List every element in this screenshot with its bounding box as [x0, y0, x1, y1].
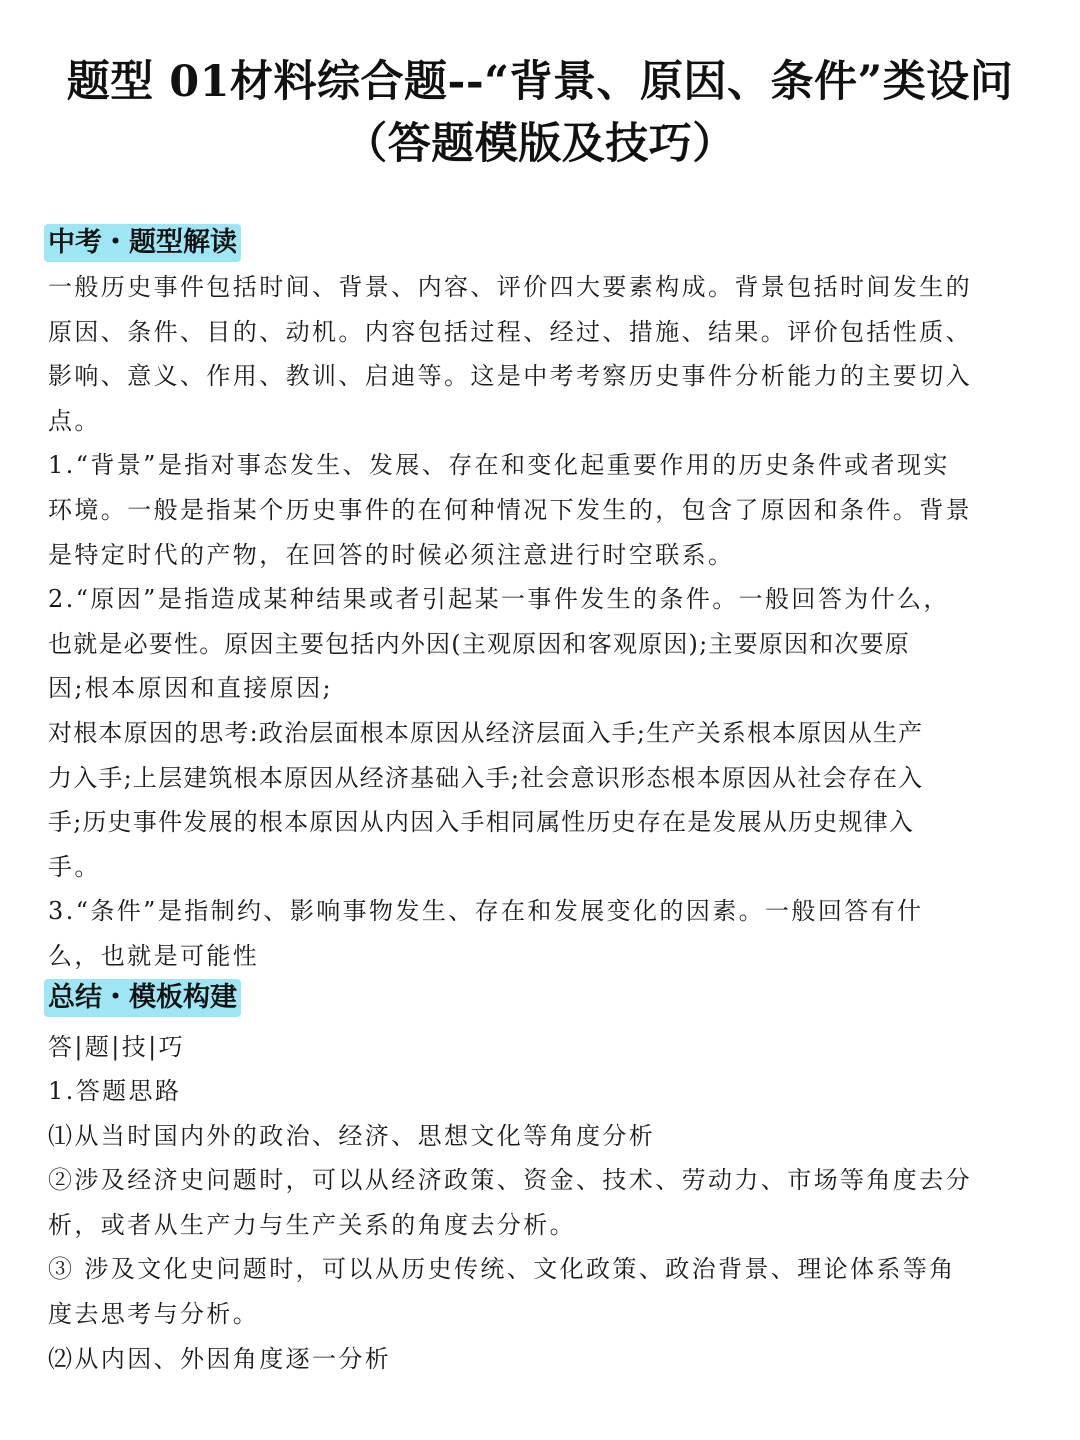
text-line: 也就是必要性。原因主要包括内外因(主观原因和客观原因);主要原因和次要原: [48, 629, 911, 658]
text-line: 答|题|技|巧: [48, 1032, 186, 1061]
text-line: 是特定时代的产物，在回答的时候必须注意进行时空联系。: [48, 540, 735, 569]
section-header-1: [48, 224, 1038, 265]
text-line: 1.答题思路: [48, 1077, 182, 1106]
text-line: 析，或者从生产力与生产关系的角度去分析。: [48, 1210, 576, 1239]
text-line: ⑵从内因、外因角度逐一分析: [48, 1344, 392, 1373]
text-line: 原因、条件、目的、动机。内容包括过程、经过、措施、结果。评价包括性质、: [48, 317, 972, 346]
text-line: 环境。一般是指某个历史事件的在何种情况下发生的，包含了原因和条件。背景: [48, 495, 972, 524]
section-badge-template: 总结・模板构建: [44, 979, 241, 1017]
text-line: 影响、意义、作用、教训、启迪等。这是中考考察历史事件分析能力的主要切入: [48, 362, 972, 391]
text-line: 因;根本原因和直接原因;: [48, 674, 333, 703]
text-line: 力入手;上层建筑根本原因从经济基础入手;社会意识形态根本原因从社会存在入: [48, 763, 924, 792]
text-line: 点。: [48, 406, 101, 435]
page-title: 题型 01材料综合题--“背景、原因、条件”类设问: [66, 57, 1014, 107]
section-body-2: [48, 1025, 1038, 1382]
text-line: ③ 涉及文化史问题时，可以从历史传统、文化政策、政治背景、理论体系等角: [48, 1255, 956, 1284]
text-line: 么，也就是可能性: [48, 941, 260, 970]
text-line: 对根本原因的思考:政治层面根本原因从经济层面入手;生产关系根本原因从生产: [48, 718, 924, 747]
text-line: 手。: [48, 852, 101, 881]
section-badge-interpretation: 中考・题型解读: [44, 224, 241, 262]
text-line: 手;历史事件发展的根本原因从内因入手相同属性历史存在是发展从历史规律入: [48, 808, 915, 837]
text-line: 度去思考与分析。: [48, 1300, 260, 1329]
text-line: 3.“条件”是指制约、影响事物发生、存在和发展变化的因素。一般回答有什: [48, 897, 924, 926]
text-line: 一般历史事件包括时间、背景、内容、评价四大要素构成。背景包括时间发生的: [48, 273, 972, 301]
section-body-1: [48, 265, 1038, 979]
document-content: [48, 224, 1038, 1381]
page-subtitle: （答题模版及技巧）: [344, 119, 736, 169]
text-line: ⑴从当时国内外的政治、经济、思想文化等角度分析: [48, 1121, 656, 1150]
text-line: 2.“原因”是指造成某种结果或者引起某一事件发生的条件。一般回答为什么，: [48, 585, 950, 614]
section-header-2: [48, 979, 1038, 1025]
text-line: 1.“背景”是指对事态发生、发展、存在和变化起重要作用的历史条件或者现实: [48, 451, 950, 480]
text-line: ②涉及经济史问题时，可以从经济政策、资金、技术、劳动力、市场等角度去分: [48, 1166, 972, 1195]
